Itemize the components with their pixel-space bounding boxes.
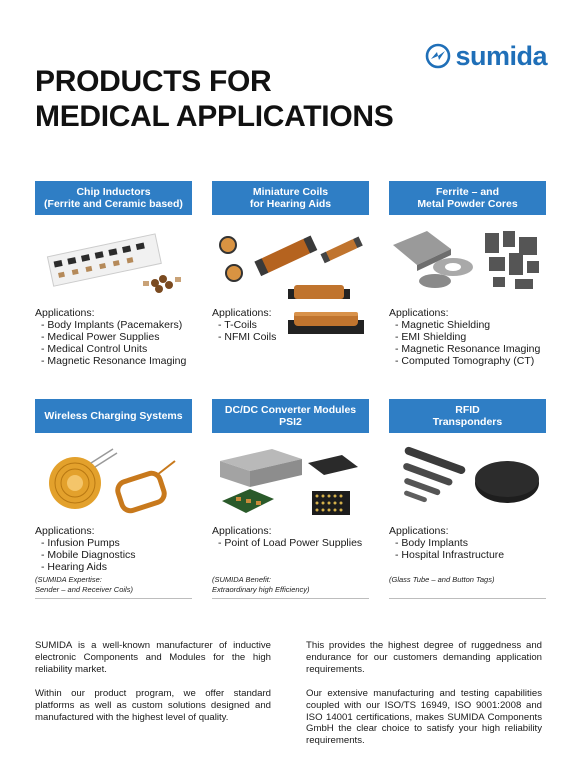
list-item: - Magnetic Shielding	[395, 319, 546, 331]
card-note: (SUMIDA Benefit: Extraordinary high Efficiency)	[212, 575, 310, 594]
list-item: - Computed Tomography (CT)	[395, 355, 546, 367]
divider	[389, 598, 546, 599]
chip-inductors-image	[35, 223, 192, 299]
list-item: - EMI Shielding	[395, 331, 546, 343]
applications-label: Applications:	[35, 307, 95, 319]
paragraph: Our extensive manufacturing and testing capabilities coupled with our ISO/TS 16949, ISO 9001:2008 and ISO 14001 certifications, makes SUMIDA Components GmbH the clear choice to satisfy your high reliability requirements.	[306, 687, 542, 747]
card-header: Miniature Coils for Hearing Aids	[212, 181, 369, 215]
applications	[35, 307, 192, 367]
list-item: - Body Implants	[395, 537, 546, 549]
card-header: Ferrite – and Metal Powder Cores	[389, 181, 546, 215]
list-item: - Medical Power Supplies	[41, 331, 192, 343]
paragraph: This provides the highest degree of ruggedness and endurance for our customers demanding application requirements.	[306, 640, 542, 675]
applications-label: Applications:	[35, 525, 95, 537]
title-line-1: PRODUCTS FOR	[35, 65, 272, 98]
rfid-transponders-image	[389, 441, 546, 517]
ferrite-cores-image	[389, 223, 546, 299]
list-item: - Point of Load Power Supplies	[218, 537, 369, 549]
paragraph: Within our product program, we offer standard platforms as well as custom solutions designed and manufactured with the highest level of quality.	[35, 687, 271, 723]
list-item: - T-Coils	[218, 319, 369, 331]
applications	[35, 525, 192, 573]
dcdc-converter-image	[212, 441, 369, 517]
card-chip-inductors	[35, 181, 192, 367]
card-ferrite-cores	[389, 181, 546, 367]
card-wireless-charging	[35, 399, 192, 594]
card-miniature-coils	[212, 181, 369, 343]
title-line-2: MEDICAL APPLICATIONS	[35, 100, 394, 133]
card-header: DC/DC Converter Modules PSI2	[212, 399, 369, 433]
sumida-logo-icon	[425, 43, 451, 69]
nfmi-coil-image	[286, 306, 366, 336]
applications-label: Applications:	[389, 307, 449, 319]
list-item: - Body Implants (Pacemakers)	[41, 319, 192, 331]
applications	[389, 307, 546, 367]
list-item: - Hospital Infrastructure	[395, 549, 546, 561]
list-item: - Medical Control Units	[41, 343, 192, 355]
list-item: - Infusion Pumps	[41, 537, 192, 549]
paragraph: SUMIDA is a well-known manufacturer of inductive electronic Components and Modules for the high reliability market.	[35, 640, 271, 675]
applications	[389, 525, 546, 561]
applications-label: Applications:	[389, 525, 449, 537]
list-item: - Mobile Diagnostics	[41, 549, 192, 561]
card-note: (Glass Tube – and Button Tags)	[389, 575, 495, 584]
body-text-left	[35, 640, 271, 735]
list-item: - NFMI Coils	[218, 331, 369, 343]
divider	[212, 598, 369, 599]
divider	[35, 598, 192, 599]
miniature-coils-image	[212, 223, 369, 299]
card-note: (SUMIDA Expertise: Sender – and Receiver Coils)	[35, 575, 133, 594]
body-text-right	[306, 640, 542, 759]
card-header: RFID Transponders	[389, 399, 546, 433]
wireless-charging-image	[35, 441, 192, 517]
page-title	[35, 64, 393, 134]
applications-label: Applications:	[212, 307, 272, 319]
list-item: - Magnetic Resonance Imaging	[395, 343, 546, 355]
card-header: Chip Inductors (Ferrite and Ceramic based)	[35, 181, 192, 215]
card-dcdc-converter	[212, 399, 369, 594]
sumida-logo	[425, 38, 547, 74]
card-header: Wireless Charging Systems	[35, 399, 192, 433]
applications	[212, 525, 369, 549]
list-item: - Magnetic Resonance Imaging	[41, 355, 192, 367]
logo-wordmark: sumida	[455, 40, 547, 71]
list-item: - Hearing Aids	[41, 561, 192, 573]
applications-label: Applications:	[212, 525, 272, 537]
card-rfid-transponders	[389, 399, 546, 584]
